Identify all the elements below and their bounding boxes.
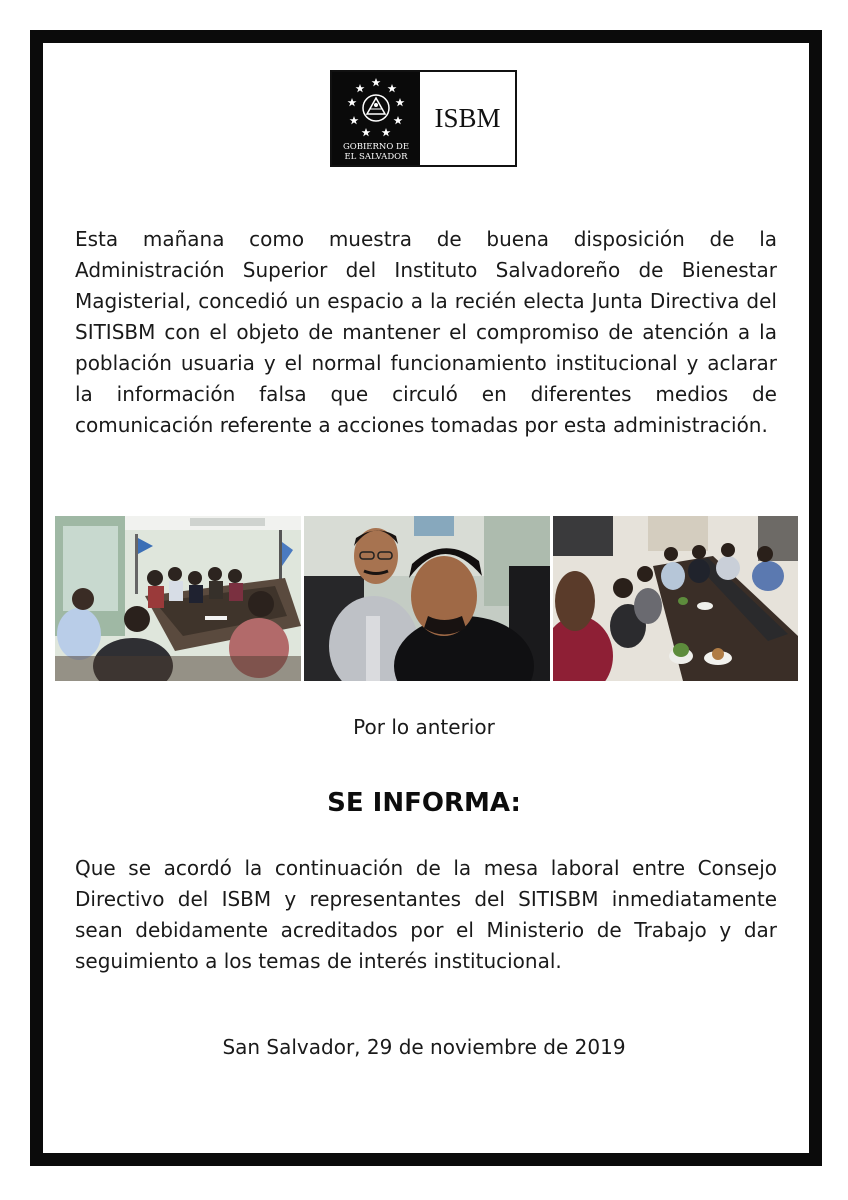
- isbm-logo: [330, 70, 517, 167]
- coat-of-arms-icon: [342, 76, 410, 142]
- two-men-closeup-photo: [304, 516, 550, 681]
- intro-paragraph: Esta mañana como muestra de buena disposición de la Administración Superior del Instituto Salvadoreño de Bienestar Magisterial, concedió un espacio a la recién electa Junta Directiva del SITISBM con el objeto de mantener el compromiso de atención a la población usuaria y el normal funcionamiento institucional y aclarar la información falsa que circuló en diferentes medios de comunicación referente a acciones tomadas por esta administración.: [75, 227, 777, 437]
- meeting-table-photo: [553, 516, 798, 681]
- announcement-paragraph: Que se acordó la continuación de la mesa laboral entre Consejo Directivo del ISBM y representantes del SITISBM inmediatamente sean debidamente acreditados por el Ministerio de Trabajo y dar seguimiento a los temas de interés institucional.: [75, 856, 777, 973]
- meeting-room-photo: [55, 516, 301, 681]
- isbm-acronym: ISBM: [434, 103, 501, 133]
- el-salvador-seal: [332, 72, 420, 165]
- government-label: GOBIERNO DE EL SALVADOR: [342, 142, 410, 162]
- transition-text: Por lo anterior: [353, 715, 495, 739]
- announcement-heading: SE INFORMA:: [327, 788, 521, 818]
- dateline: San Salvador, 29 de noviembre de 2019: [222, 1035, 626, 1059]
